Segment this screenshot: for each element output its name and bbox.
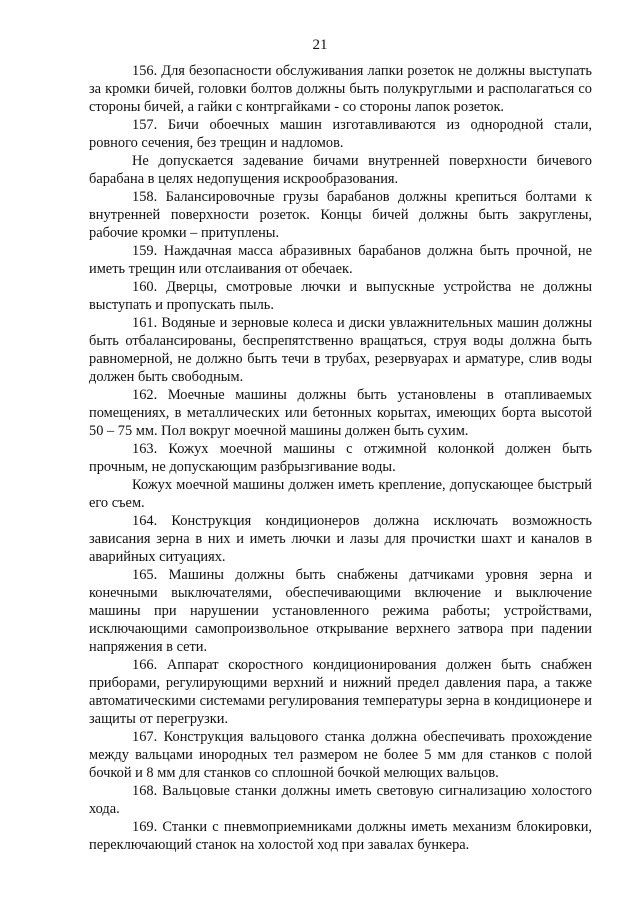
paragraph-169: 169. Станки с пневмоприемниками должны иметь механизм блокировки, переключающий станок на холостой ход при завалах бункера. <box>89 819 592 853</box>
paragraph-163: 163. Кожух моечной машины с отжимной колонкой должен быть прочным, не допускающим разбрызгивание воды. <box>89 441 592 475</box>
paragraph-159: 159. Наждачная масса абразивных барабанов должна быть прочной, не иметь трещин или отслаивания от обечаек. <box>89 243 592 277</box>
paragraph-166: 166. Аппарат скоростного кондиционирования должен быть снабжен приборами, регулирующими верхний и нижний предел давления пара, а также автоматическими системами регулирования температуры зерна в кондиционере и защиты от перегрузки. <box>89 657 592 727</box>
paragraph-165: 165. Машины должны быть снабжены датчиками уровня зерна и конечными выключателями, обеспечивающими включение и выключение машины при нарушении установленного режима работы; устройствами, исключающими самопроизвольное открывание верхнего затвора при падении напряжения в сети. <box>89 567 592 655</box>
paragraph-157: 157. Бичи обоечных машин изготавливаются из однородной стали, ровного сечения, без трещин и надломов. <box>89 117 592 151</box>
page-number: 21 <box>312 37 328 53</box>
paragraph-164: 164. Конструкция кондиционеров должна исключать возможность зависания зерна в них и иметь лючки и лазы для прочистки шахт и каналов в аварийных ситуациях. <box>89 513 592 565</box>
paragraph-161: 161. Водяные и зерновые колеса и диски увлажнительных машин должны быть отбалансированы, беспрепятственно вращаться, струя воды должна быть равномерной, не должно быть течи в трубах, резервуарах и арматуре, слив воды должен быть свободным. <box>89 315 592 385</box>
paragraph-163-continuation: Кожух моечной машины должен иметь крепление, допускающее быстрый его съем. <box>89 477 592 511</box>
paragraph-167: 167. Конструкция вальцового станка должна обеспечивать прохождение между вальцами инородных тел размером не более 5 мм для станков с полой бочкой и 8 мм для станков со сплошной бочкой мелющих вальцов. <box>89 729 592 781</box>
document-body <box>89 62 592 854</box>
paragraph-156: 156. Для безопасности обслуживания лапки розеток не должны выступать за кромки бичей, головки болтов должны быть полукруглыми и располагаться со стороны бичей, а гайки с контргайками - со стороны лапок розеток. <box>89 63 592 115</box>
paragraph-157-continuation: Не допускается задевание бичами внутренней поверхности бичевого барабана в целях недопущения искрообразования. <box>89 153 592 187</box>
paragraph-158: 158. Балансировочные грузы барабанов должны крепиться болтами к внутренней поверхности розеток. Концы бичей должны быть закруглены, рабочие кромки – притуплены. <box>89 189 592 241</box>
paragraph-162: 162. Моечные машины должны быть установлены в отапливаемых помещениях, в металлических или бетонных корытах, имеющих борта высотой 50 – 75 мм. Пол вокруг моечной машины должен быть сухим. <box>89 387 592 439</box>
paragraph-160: 160. Дверцы, смотровые лючки и выпускные устройства не должны выступать и пропускать пыль. <box>89 279 592 313</box>
paragraph-168: 168. Вальцовые станки должны иметь световую сигнализацию холостого хода. <box>89 783 592 817</box>
